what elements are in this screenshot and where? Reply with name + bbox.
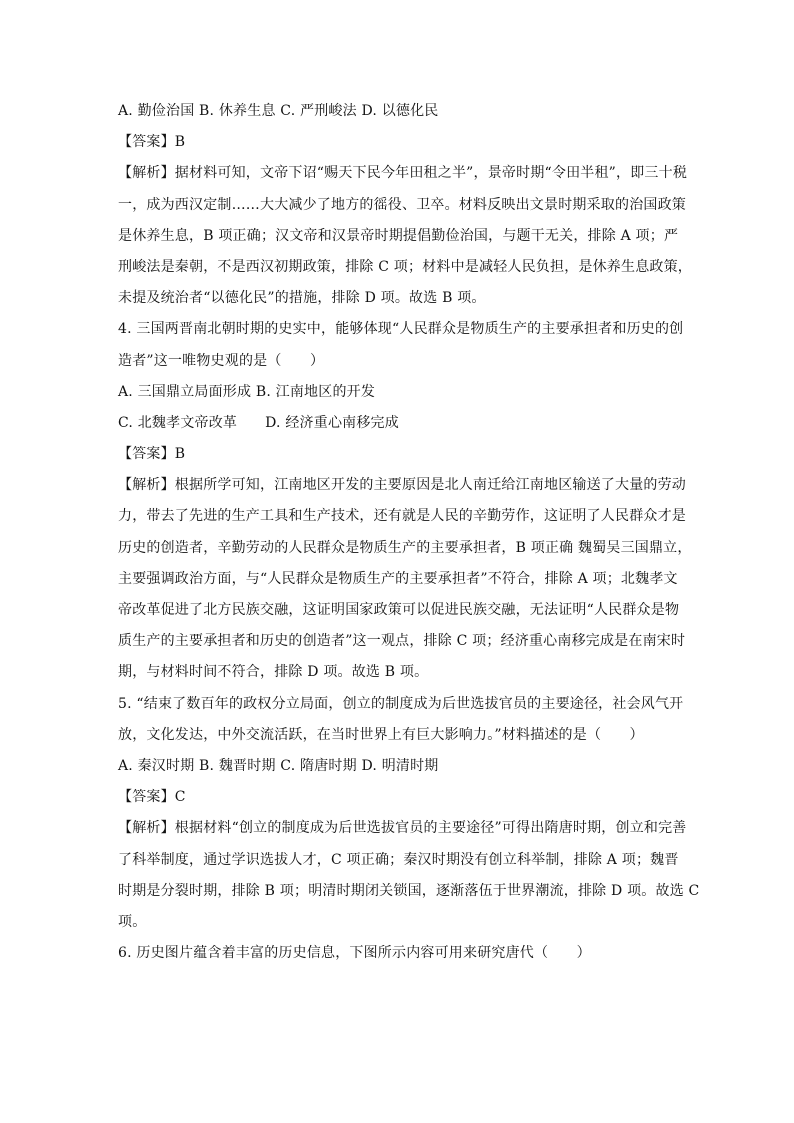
q3-analysis-line-1: 【解析】据材料可知，文帝下诏“赐天下民今年田租之半”，景帝时期“令田半租”，即三十税: [118, 165, 688, 182]
q4-analysis-line-6: 质生产的主要承担者和历史的创造者”这一观点，排除 C 项；经济重心南移完成是在南宋时: [118, 633, 686, 650]
q4-analysis-line-2: 力，带去了先进的生产工具和生产技术，还有就是人民的辛勤劳作，这证明了人民群众才是: [118, 508, 686, 525]
q4-stem-line-2: 造者”这一唯物史观的是（ ）: [118, 352, 325, 369]
q4-options-cd: [118, 408, 684, 439]
q3-analysis-line-2: 一，成为西汉定制……大大减少了地方的徭役、卫卒。材料反映出文景时期采取的治国政策: [118, 196, 686, 213]
q3-options: A. 勤俭治国 B. 休养生息 C. 严刑峻法 D. 以德化民: [118, 103, 439, 119]
q5-stem-line-2: 放，文化发达，中外交流活跃，在当时世界上有巨大影响力。”材料描述的是（ ）: [118, 726, 644, 743]
q5-analysis-line-4: 项。: [118, 913, 147, 930]
q3-analysis-line-4: 刑峻法是秦朝，不是西汉初期政策，排除 C 项；材料中是减轻人民负担，是休养生息政策，: [118, 258, 693, 275]
q4-analysis-line-3: 历史的创造者，辛勤劳动的人民群众是物质生产的主要承担者，B 项正确 魏蜀吴三国鼎立，: [118, 539, 692, 556]
q3-analysis-line-3: 是休养生息，B 项正确；汉文帝和汉景帝时期提倡勤俭治国，与题干无关，排除 A 项；严: [118, 227, 679, 244]
q5-analysis-line-2: 了科举制度，通过学识选拔人才，C 项正确；秦汉时期没有创立科举制，排除 A 项；魏晋: [118, 851, 679, 868]
q4-analysis-line-5: 帝改革促进了北方民族交融，这证明国家政策可以促进民族交融，无法证明“人民群众是物: [118, 602, 680, 618]
q4-options-ab: A. 三国鼎立局面形成 B. 江南地区的开发: [118, 383, 376, 400]
q5-stem-line-1: 5. “结束了数百年的政权分立局面，创立的制度成为后世选拔官员的主要途径，社会风气开: [118, 695, 684, 712]
q5-answer: 【答案】C: [118, 789, 186, 806]
q5-options: A. 秦汉时期 B. 魏晋时期 C. 隋唐时期 D. 明清时期: [118, 757, 439, 774]
q5-analysis-line-1: 【解析】根据材料“创立的制度成为后世选拔官员的主要途径”可得出隋唐时期，创立和完善: [118, 820, 687, 837]
q4-option-d: D. 经济重心南移完成: [265, 414, 399, 431]
document-page: [118, 96, 700, 969]
q4-analysis-line-1: 【解析】根据所学可知，江南地区开发的主要原因是北人南迁给江南地区输送了大量的劳动: [118, 477, 686, 494]
q4-stem-line-1: 4. 三国两晋南北朝时期的史实中，能够体现“人民群众是物质生产的主要承担者和历史的创: [118, 321, 684, 338]
q4-option-c: C. 北魏孝文帝改革: [118, 414, 238, 431]
q3-answer: 【答案】B: [118, 134, 186, 151]
q4-analysis-line-7: 期，与材料时间不符合，排除 D 项。故选 B 项。: [118, 664, 429, 681]
q6-stem: 6. 历史图片蕴含着丰富的历史信息，下图所示内容可用来研究唐代（ ）: [118, 945, 591, 962]
q4-answer: 【答案】B: [118, 446, 186, 463]
q3-analysis-line-5: 未提及统治者“以德化民”的措施，排除 D 项。故选 B 项。: [118, 290, 486, 307]
q5-analysis-line-3: 时期是分裂时期，排除 B 项；明清时期闭关锁国，逐渐落伍于世界潮流，排除 D 项。故选 C: [118, 882, 700, 899]
q4-analysis-line-4: 主要强调政治方面，与“人民群众是物质生产的主要承担者”不符合，排除 A 项；北魏孝文: [118, 570, 678, 587]
